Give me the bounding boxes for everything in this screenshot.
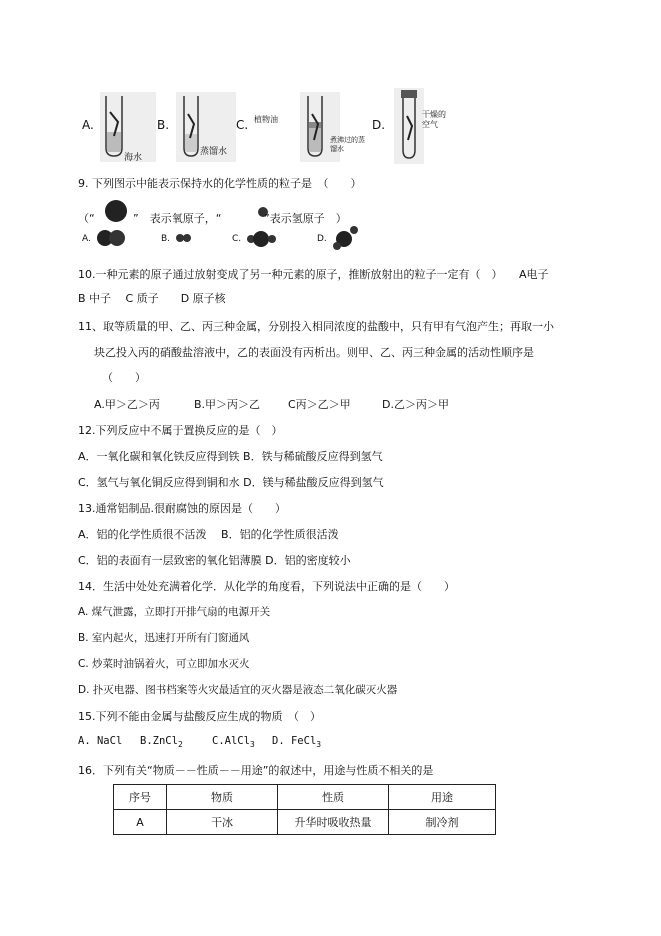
- q11-line3: （ ）: [102, 371, 146, 384]
- molecule-c-icon: [244, 228, 278, 250]
- plant-oil-annotation: 植物油: [254, 115, 278, 124]
- q16-question: 16．下列有关“物质－－性质－－用途”的叙述中，用途与性质不相关的是: [78, 764, 434, 777]
- table-cell: 干冰: [167, 810, 278, 835]
- q9-legend-mid2: ”表示氢原子 ）: [264, 212, 347, 225]
- oxygen-atom-icon: [103, 198, 129, 224]
- option-d-label: D.: [372, 118, 386, 132]
- table-cell: A: [114, 810, 167, 835]
- q9-option-d-label[interactable]: D.: [317, 234, 327, 244]
- q13-options-cd: C．铝的表面有一层致密的氧化铝薄膜 D．铝的密度较小: [78, 554, 351, 567]
- q13-question: 13.通常铝制品.很耐腐蚀的原因是（ ）: [78, 502, 286, 515]
- table-cell: 制冷剂: [389, 810, 496, 835]
- table-header-row: [114, 785, 496, 810]
- q9-option-a-label[interactable]: A.: [82, 234, 91, 244]
- molecule-d-icon: [332, 222, 360, 252]
- q11-option-a[interactable]: A.甲＞乙＞丙: [94, 398, 160, 411]
- q11-option-d[interactable]: D.乙＞丙＞甲: [382, 398, 449, 411]
- distilled-water-annotation: 蒸馏水: [200, 147, 228, 157]
- q10-line1: 10.一种元素的原子通过放射变成了另一种元素的原子，推断放射出的粒子一定有（ ） A电子: [78, 268, 549, 281]
- header-cell-use: 用途: [389, 785, 496, 810]
- q14-option-a[interactable]: A. 煤气泄露，立即打开排气扇的电源开关: [78, 606, 271, 618]
- option-b-label: B.: [157, 118, 170, 132]
- tube-d-image: [394, 88, 424, 164]
- q10-line2: B 中子 C 质子 D 原子核: [78, 292, 226, 305]
- q12-options-ab: A．一氧化碳和氧化铁反应得到铁 B．铁与稀硫酸反应得到氢气: [78, 450, 383, 463]
- q16-table: [113, 784, 496, 835]
- q11-line1: 11、取等质量的甲、乙、丙三种金属，分别投入相同浓度的盐酸中，只有甲有气泡产生；再取一小: [78, 320, 554, 333]
- header-cell-index: 序号: [114, 785, 167, 810]
- q14-option-d[interactable]: D. 扑灭电器、图书档案等火灾最适宜的灭火器是液态二氧化碳灭火器: [78, 684, 398, 696]
- q9-question: 9. 下列图示中能表示保持水的化学性质的粒子是 （ ）: [78, 177, 362, 190]
- q11-option-c[interactable]: C丙＞乙＞甲: [288, 398, 351, 411]
- boiled-water-annotation: 煮沸过的蒸馏水: [330, 136, 365, 153]
- q14-option-c[interactable]: C. 炒菜时油锅着火，可立即加水灭火: [78, 658, 250, 670]
- q15-option-d[interactable]: D. FeCl$_3$: [272, 735, 322, 750]
- table-row: [114, 810, 496, 835]
- table-cell: 升华时吸收热量: [278, 810, 389, 835]
- header-cell-substance: 物质: [167, 785, 278, 810]
- seawater-annotation: 海水: [124, 153, 143, 163]
- q14-question: 14．生活中处处充满着化学．从化学的角度看，下列说法中正确的是（ ）: [78, 580, 455, 593]
- q12-options-cd: C．氢气与氧化铜反应得到铜和水 D．镁与稀盐酸反应得到氢气: [78, 476, 384, 489]
- q15-option-a[interactable]: A. NaCl: [78, 735, 123, 747]
- header-cell-property: 性质: [278, 785, 389, 810]
- q14-option-b[interactable]: B. 室内起火，迅速打开所有门窗通风: [78, 632, 250, 644]
- molecule-b-icon: [174, 232, 194, 244]
- q11-line2: 块乙投入丙的硝酸盐溶液中，乙的表面没有丙析出。则甲、乙、丙三种金属的活动性顺序是: [94, 346, 534, 359]
- q15-option-b[interactable]: B.ZnCl$_2$: [140, 735, 183, 750]
- q9-option-b-label[interactable]: B.: [161, 234, 171, 244]
- q15-option-c[interactable]: C.AlCl$_3$: [212, 735, 255, 750]
- option-c-label: C.: [236, 118, 249, 132]
- q9-legend-open: （“: [78, 212, 95, 225]
- q9-legend-mid1: ” 表示氧原子，“: [133, 212, 222, 225]
- q15-question: 15.下列不能由金属与盐酸反应生成的物质 （ ）: [78, 710, 321, 723]
- q13-options-ab: A．铝的化学性质很不活泼 B．铝的化学性质很活泼: [78, 528, 339, 541]
- option-a-label: A.: [82, 118, 94, 132]
- q9-option-c-label[interactable]: C.: [232, 234, 242, 244]
- dry-air-annotation: 干燥的空气: [422, 110, 446, 129]
- q11-option-b[interactable]: B.甲＞丙＞乙: [194, 398, 261, 411]
- molecule-a-icon: [96, 228, 128, 248]
- q12-question: 12.下列反应中不属于置换反应的是（ ）: [78, 424, 283, 437]
